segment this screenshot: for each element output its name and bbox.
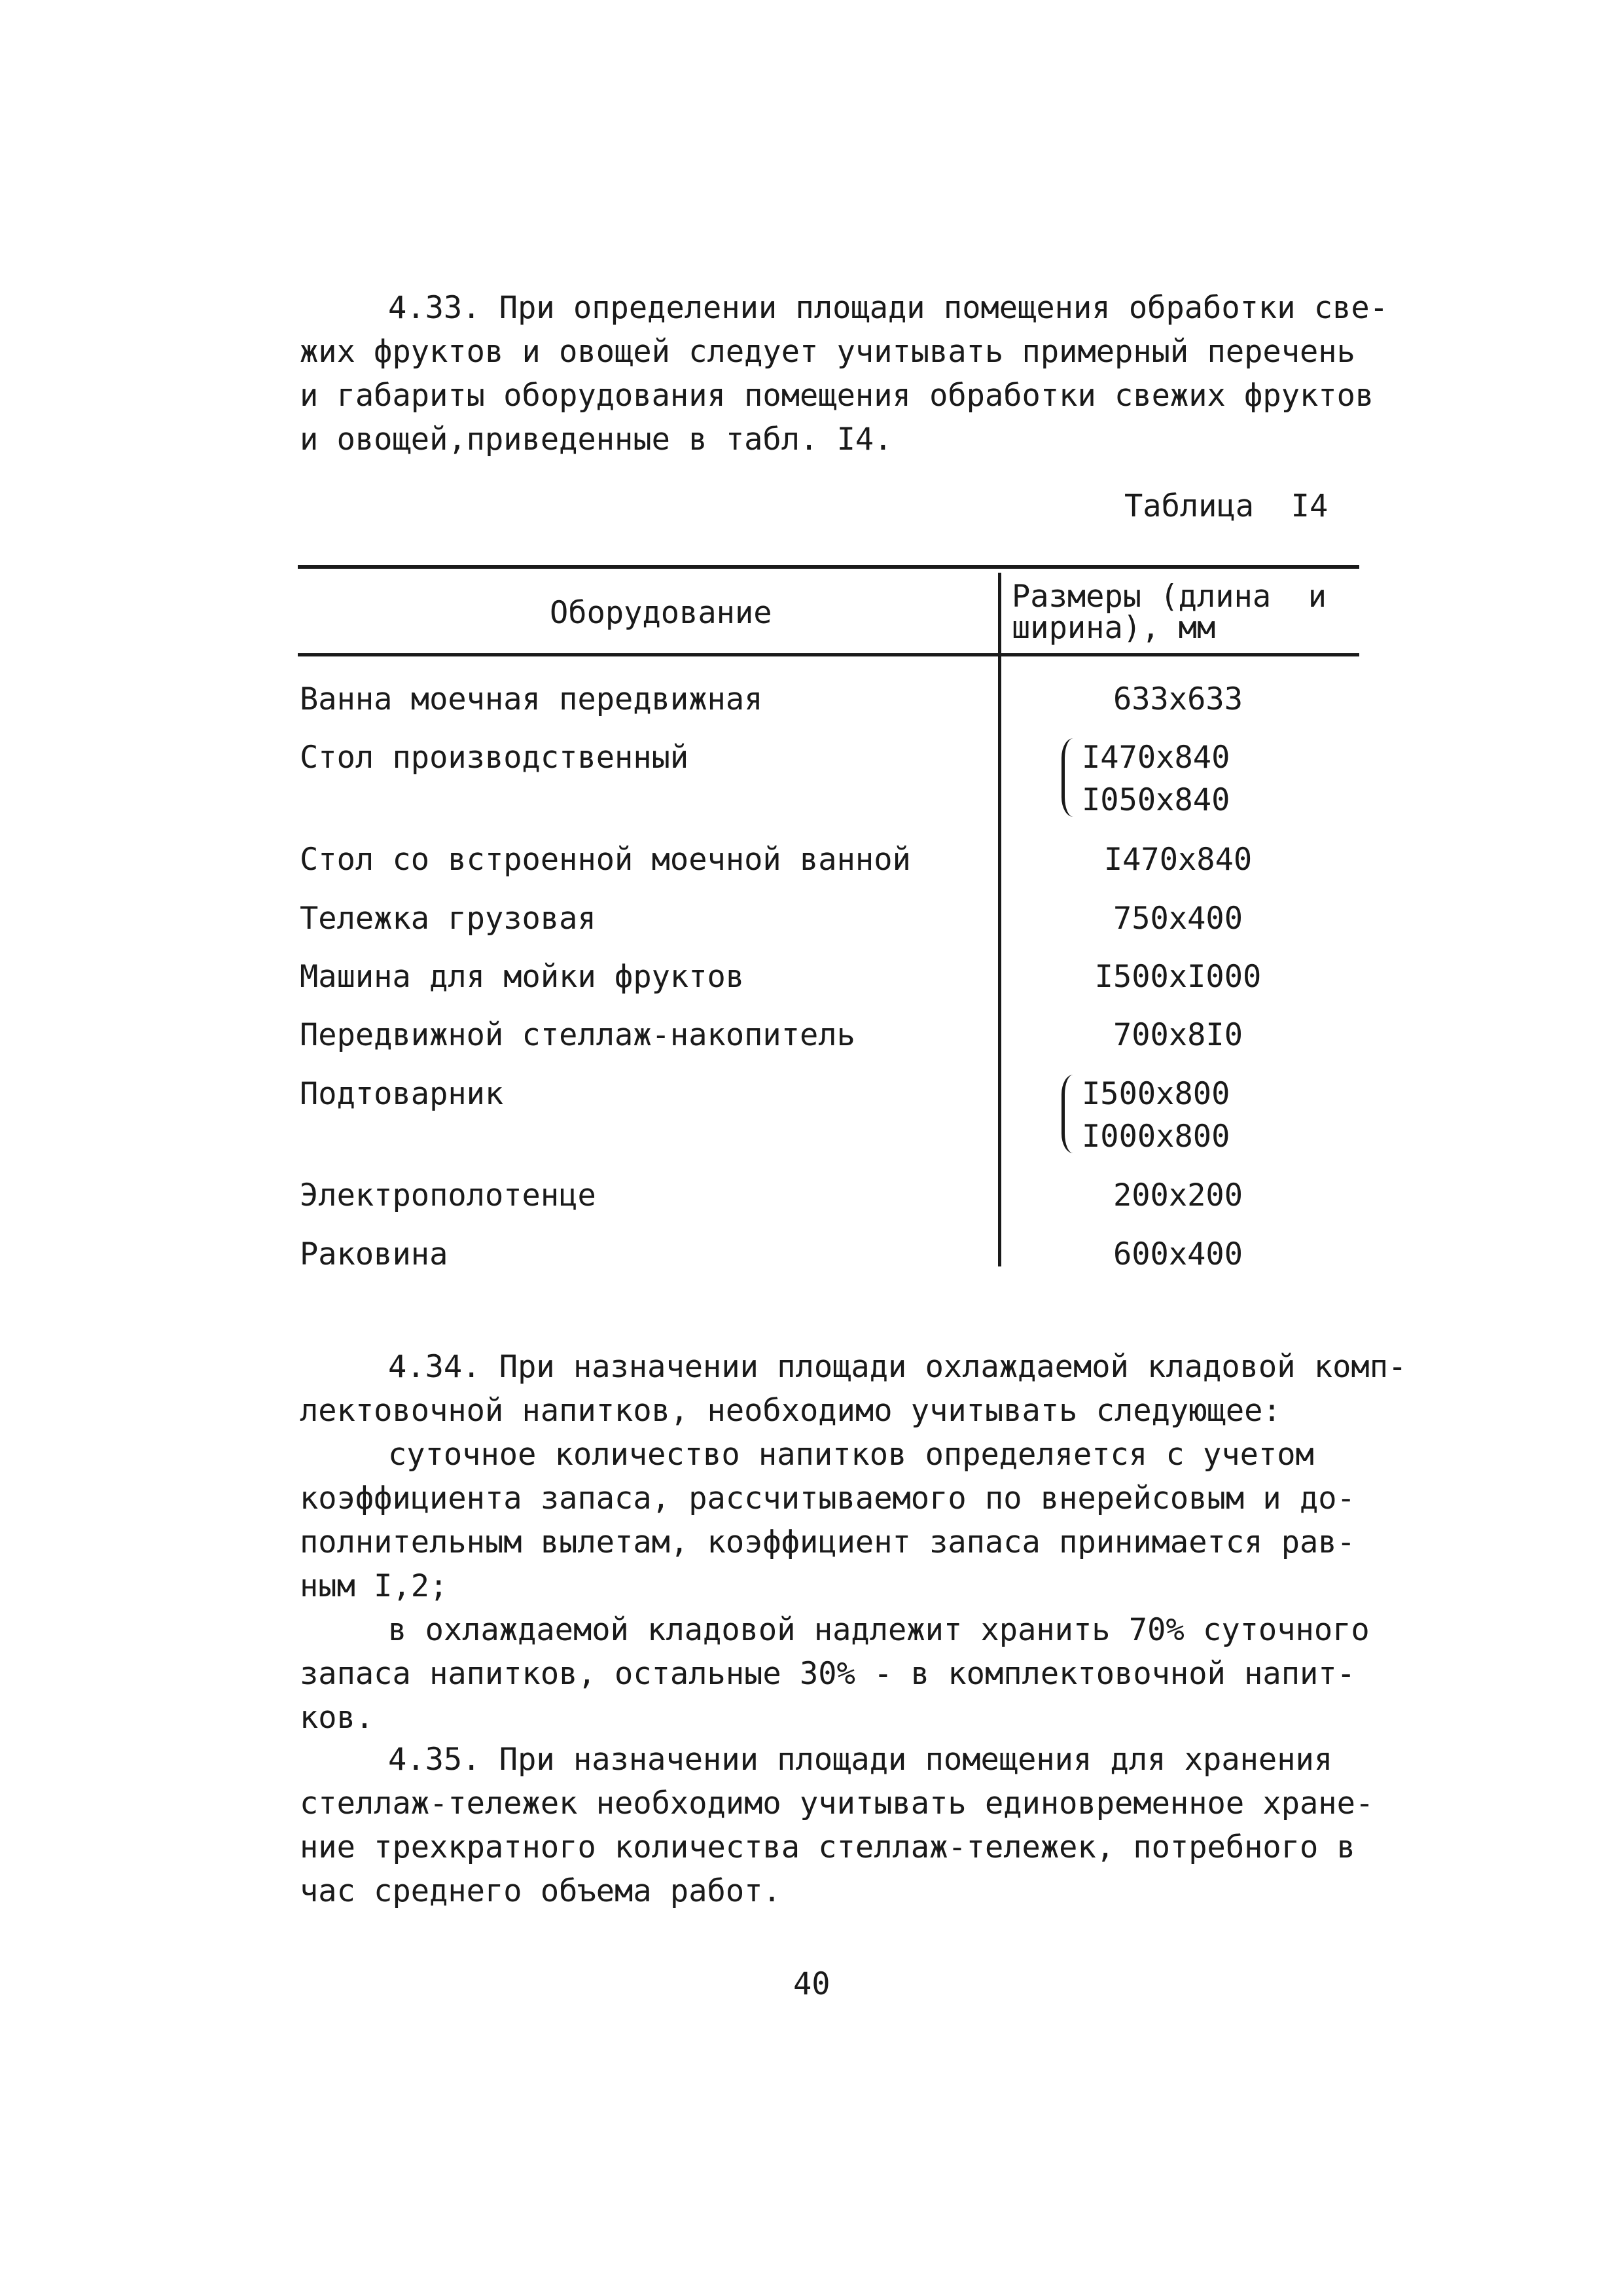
paragraph-line: 4.35. При назначении площади помещения для хранения bbox=[388, 1742, 1333, 1778]
paragraph-line: стеллаж-тележек необходимо учитывать единовременное хране- bbox=[300, 1785, 1374, 1821]
paragraph-line: лектовочной напитков, необходимо учитывать следующее: bbox=[300, 1393, 1281, 1429]
paragraph-4-35 bbox=[300, 1738, 1374, 1913]
paragraph-line: 4.34. При назначении площади охлаждаемой кладовой комп- bbox=[388, 1349, 1407, 1385]
paragraph-line: час среднего объема работ. bbox=[300, 1873, 781, 1909]
row-name-pallet: Подтоварник bbox=[300, 1076, 504, 1112]
row-size-production-table-1: I470x840 bbox=[1082, 740, 1230, 776]
row-name-table-with-bath: Стол со встроенной моечной ванной bbox=[300, 842, 911, 878]
table-top-rule bbox=[298, 565, 1359, 569]
paragraph-line: ние трехкратного количества стеллаж-тележек, потребного в bbox=[300, 1829, 1355, 1865]
row-name-cargo-cart: Тележка грузовая bbox=[300, 901, 596, 937]
paragraph-line: и овощей,приведенные в табл. I4. bbox=[300, 422, 893, 457]
header-size-line2: ширина), мм bbox=[1012, 610, 1216, 646]
paragraph-line: жих фруктов и овощей следует учитывать примерный перечень bbox=[300, 334, 1355, 370]
row-name-mobile-rack: Передвижной стеллаж-накопитель bbox=[300, 1017, 855, 1053]
paragraph-line: запаса напитков, остальные 30% - в комплектовочной напит- bbox=[300, 1656, 1355, 1692]
paragraph-line: коэффициента запаса, рассчитываемого по внерейсовым и до- bbox=[300, 1480, 1355, 1516]
row-size-pallet-1: I500x800 bbox=[1082, 1076, 1230, 1112]
row-name-bath: Ванна моечная передвижная bbox=[300, 681, 763, 717]
page-number: 40 bbox=[793, 1966, 830, 2002]
brace-icon bbox=[1061, 1075, 1077, 1153]
brace-icon bbox=[1061, 738, 1077, 817]
row-size-bath: 633x633 bbox=[1113, 681, 1243, 717]
row-size-fruit-washer: I500xI000 bbox=[1094, 959, 1262, 995]
row-name-production-table: Стол производственный bbox=[300, 740, 689, 776]
row-size-cargo-cart: 750x400 bbox=[1113, 901, 1243, 937]
paragraph-line: и габариты оборудования помещения обработки свежих фруктов bbox=[300, 378, 1374, 414]
header-equipment: Оборудование bbox=[550, 595, 772, 631]
row-size-production-table-2: I050x840 bbox=[1082, 782, 1230, 818]
row-size-sink: 600x400 bbox=[1113, 1236, 1243, 1272]
row-name-fruit-washer: Машина для мойки фруктов bbox=[300, 959, 745, 995]
header-size-line1: Размеры (длина и bbox=[1012, 579, 1327, 615]
paragraph-line: полнительным вылетам, коэффициент запаса принимается рав- bbox=[300, 1524, 1355, 1560]
paragraph-line: ным I,2; bbox=[300, 1568, 448, 1604]
paragraph-line: 4.33. При определении площади помещения обработки све- bbox=[388, 290, 1389, 326]
row-name-electric-towel: Электрополотенце bbox=[300, 1177, 596, 1213]
paragraph-4-34 bbox=[300, 1345, 1407, 1740]
table-column-divider bbox=[998, 573, 1001, 1266]
table-caption: Таблица I4 bbox=[1124, 488, 1329, 524]
row-size-electric-towel: 200x200 bbox=[1113, 1177, 1243, 1213]
row-name-sink: Раковина bbox=[300, 1236, 448, 1272]
paragraph-4-33 bbox=[300, 286, 1389, 461]
paragraph-line: в охлаждаемой кладовой надлежит хранить 70% суточного bbox=[388, 1612, 1370, 1648]
table-header-rule bbox=[298, 653, 1359, 656]
paragraph-line: ков. bbox=[300, 1700, 374, 1736]
row-size-pallet-2: I000x800 bbox=[1082, 1119, 1230, 1155]
paragraph-line: суточное количество напитков определяется с учетом bbox=[388, 1437, 1314, 1473]
row-size-table-with-bath: I470x840 bbox=[1103, 842, 1253, 878]
row-size-mobile-rack: 700x8I0 bbox=[1113, 1017, 1243, 1053]
